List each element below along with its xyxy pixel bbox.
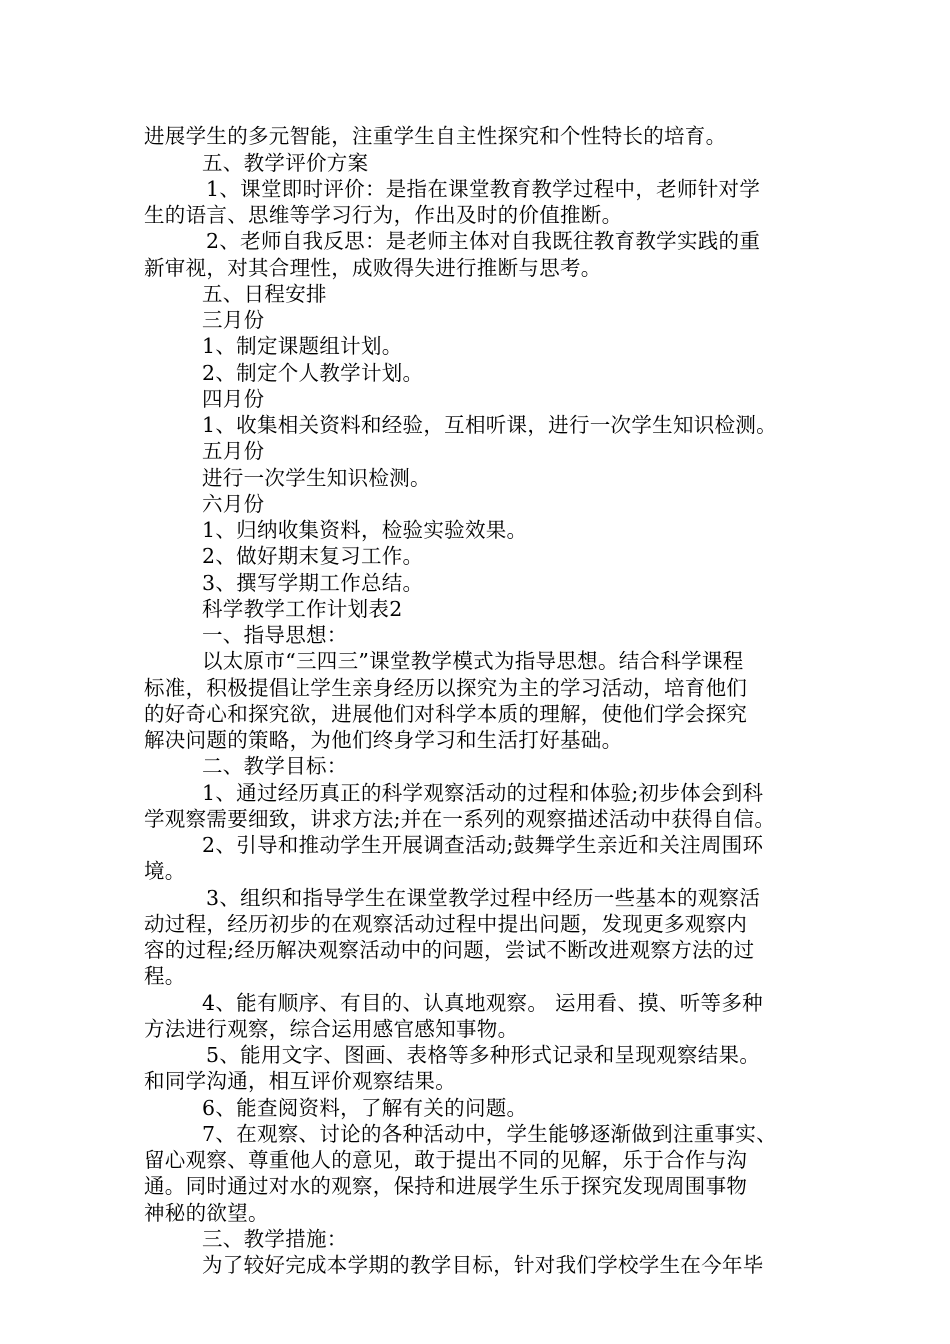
- text-line: 以太原市“三四三”课堂教学模式为指导思想。结合科学课程: [202, 649, 744, 673]
- section-heading: 三、教学措施：: [202, 1227, 348, 1251]
- text-line: 程。: [144, 964, 186, 988]
- month-heading: 五月份: [202, 439, 265, 463]
- text-line: 6、能查阅资料，了解有关的问题。: [202, 1096, 528, 1120]
- document-title: 科学教学工作计划表2: [202, 597, 403, 621]
- text-line: 标准，积极提倡让学生亲身经历以探究为主的学习活动，培育他们: [144, 676, 748, 700]
- text-line: 新审视，对其合理性，成败得失进行推断与思考。: [144, 256, 602, 280]
- section-heading: 五、日程安排: [202, 282, 327, 306]
- text-line: 2、老师自我反思：是老师主体对自我既往教育教学实践的重: [206, 229, 761, 253]
- text-line: 神秘的欲望。: [144, 1201, 269, 1225]
- section-heading: 二、教学目标：: [202, 754, 348, 778]
- text-line: 5、能用文字、图画、表格等多种形式记录和呈现观察结果。: [206, 1043, 761, 1067]
- text-line: 3、组织和指导学生在课堂教学过程中经历一些基本的观察活: [206, 886, 761, 910]
- text-line: 和同学沟通，相互评价观察结果。: [144, 1069, 456, 1093]
- text-line: 方法进行观察，综合运用感官感知事物。: [144, 1017, 519, 1041]
- text-line: 留心观察、尊重他人的意见，敢于提出不同的见解，乐于合作与沟: [144, 1148, 748, 1172]
- text-line: 2、制定个人教学计划。: [202, 361, 424, 385]
- text-line: 容的过程;经历解决观察活动中的问题，尝试不断改进观察方法的过: [144, 938, 755, 962]
- text-line: 动过程，经历初步的在观察活动过程中提出问题，发现更多观察内: [144, 912, 748, 936]
- text-line: 2、引导和推动学生开展调查活动;鼓舞学生亲近和关注周围环: [202, 833, 764, 857]
- text-line: 境。: [144, 859, 186, 883]
- text-line: 的好奇心和探究欲，进展他们对科学本质的理解，使他们学会探究: [144, 702, 748, 726]
- text-line: 学观察需要细致，讲求方法;并在一系列的观察描述活动中获得自信。: [144, 807, 776, 831]
- text-line: 1、归纳收集资料，检验实验效果。: [202, 518, 528, 542]
- section-heading: 五、教学评价方案: [202, 151, 369, 175]
- month-heading: 三月份: [202, 308, 265, 332]
- text-line: 1、制定课题组计划。: [202, 334, 403, 358]
- section-heading: 一、指导思想：: [202, 623, 348, 647]
- month-heading: 四月份: [202, 387, 265, 411]
- text-line: 为了较好完成本学期的教学目标，针对我们学校学生在今年毕: [202, 1253, 764, 1277]
- text-line: 7、在观察、讨论的各种活动中，学生能够逐渐做到注重事实、: [202, 1122, 777, 1146]
- text-line: 2、做好期末复习工作。: [202, 544, 424, 568]
- text-line: 1、通过经历真正的科学观察活动的过程和体验;初步体会到科: [202, 781, 764, 805]
- text-line: 生的语言、思维等学习行为，作出及时的价值推断。: [144, 203, 623, 227]
- text-line: 1、课堂即时评价：是指在课堂教育教学过程中，老师针对学: [206, 177, 761, 201]
- text-line: 进行一次学生知识检测。: [202, 466, 431, 490]
- text-line: 通。同时通过对水的观察，保持和进展学生乐于探究发现周围事物: [144, 1174, 748, 1198]
- text-line: 3、撰写学期工作总结。: [202, 571, 424, 595]
- text-line: 解决问题的策略，为他们终身学习和生活打好基础。: [144, 728, 623, 752]
- month-heading: 六月份: [202, 492, 265, 516]
- text-line: 4、能有顺序、有目的、认真地观察。 运用看、摸、听等多种: [202, 991, 763, 1015]
- text-line: 进展学生的多元智能，注重学生自主性探究和个性特长的培育。: [144, 124, 727, 148]
- text-line: 1、收集相关资料和经验，互相听课，进行一次学生知识检测。: [202, 413, 777, 437]
